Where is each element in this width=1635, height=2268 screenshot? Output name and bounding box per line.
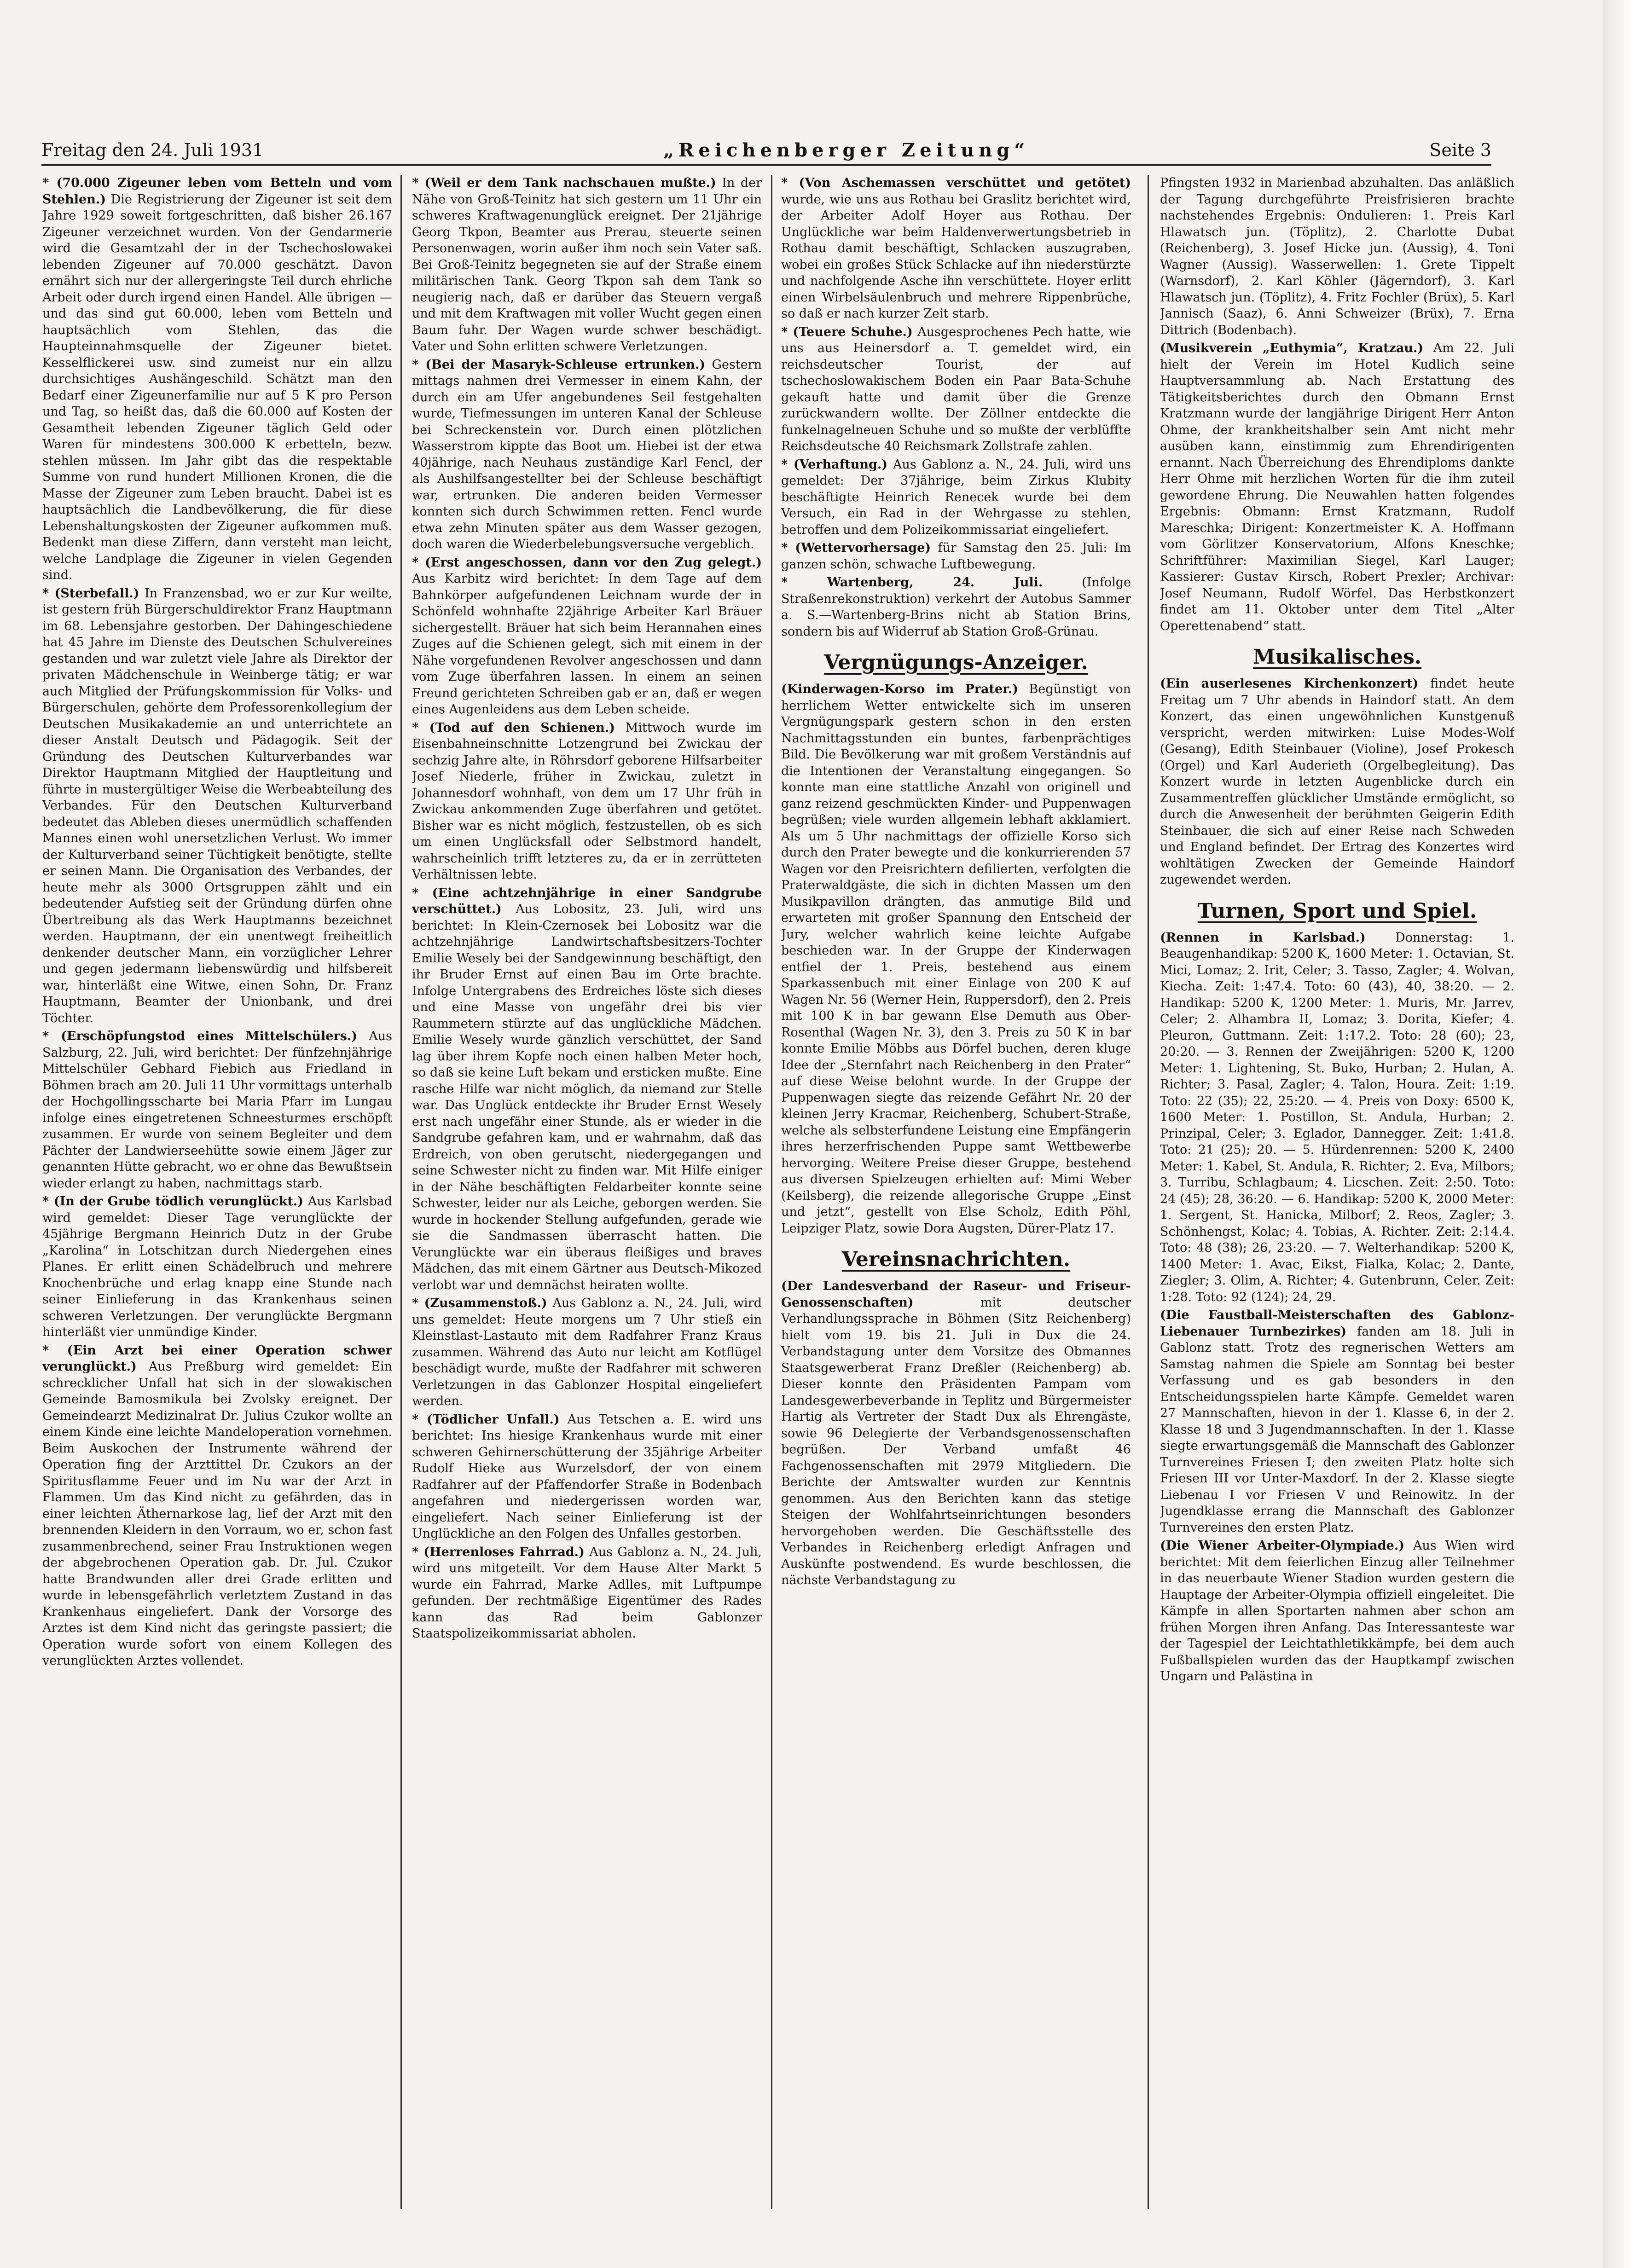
article-text: für Samstag den 25. Juli: Im ganzen schön, schwache Luftbewegung. xyxy=(781,541,1131,572)
article-headline: * (Herrenloses Fahrrad.) xyxy=(412,1545,585,1559)
article-text: Aus Gablonz a. N., 24. Juli, wird uns gemeldet: Heute morgens um 7 Uhr stieß ein Kleinstlast-Lastauto mit dem Radfahrer Franz Kraus zusammen. Während das Auto nur leicht am Kotflügel beschädigt wurde, mußte der Radfahrer mit schweren Verletzungen in das Gablonzer Hospital eingeliefert werden. xyxy=(412,1296,762,1408)
column-3 xyxy=(781,175,1131,2214)
article-headline: * (Von Aschemassen verschüttet und getötet) xyxy=(781,176,1131,190)
article-headline: (Musikverein „Euthymia“, Kratzau.) xyxy=(1160,341,1424,355)
page-edge xyxy=(1603,0,1635,2268)
newspaper-name: „Reichenberger Zeitung“ xyxy=(663,139,1030,161)
article-paragraph xyxy=(1160,1538,1514,1685)
article-text: mit deutscher Verhandlungssprache in Böhmen (Sitz Reichenberg) hielt vom 19. bis 21. Juli in Dux die 24. Verbandstagung unter dem Vorsitze des Obmannes Staatsgewerberat Franz Dreßler (Reichenberg) ab. Dieser konnte den Präsidenten Pampam vom Landesgewerbeverbande in Teplitz und Bürgermeister Hartig als Vertreter der Stadt Dux als Ehrengäste, sowie 96 Delegierte der Verbandsgenossenschaften begrüßen. Der Verband umfaßt 46 Fachgenossenschaften mit 2979 Mitgliedern. Die Berichte der Amtswalter wurden zur Kenntnis genommen. Aus den Berichten kann das stetige Steigen der Wohlfahrtseinrichtungen besonders hervorgehoben werden. Die Geschäftsstelle des Verbandes in Reichenberg erledigt Anfragen und Auskünfte postwendend. Es wurde beschlossen, die nächste Verbandstagung zu xyxy=(781,1295,1131,1587)
article-text: Aus Lobositz, 23. Juli, wird uns berichtet: In Klein-Czernosek bei Lobositz war die achtzehnjährige Landwirtschaftsbesitzers-Tochter Emilie Wesely bei der Sandgewinnung beschäftigt, den ihr Bruder Ernst auf einen Bau im Orte brachte. Infolge Untergrabens des Erdreiches löste sich dieses und eine Masse von ungefähr drei bis vier Raummetern stürzte auf das unglückliche Mädchen. Emilie Wesely wurde gänzlich verschüttet, der Sand lag über ihrem Kopfe noch einen halben Meter hoch, so daß sie keine Luft bekam und ersticken mußte. Eine rasche Hilfe war nicht möglich, da niemand zur Stelle war. Das Unglück entdeckte ihr Bruder Ernst Wesely erst nach ungefähr einer Stunde, als er wieder in die Sandgrube gefahren kam, und er wahrnahm, daß das Erdreich, von oben gerutscht, niedergegangen und seine Schwester nicht zu finden war. Mit Hilfe einiger in der Nähe beschäftigten Feldarbeiter konnte seine Schwester, leider nur als Leiche, geborgen werden. Sie wurde in hockender Stellung aufgefunden, gerade wie sie die Sandmassen überrascht hatten. Die Verunglückte war ein überaus fleißiges und braves Mädchen, das mit einem Gärtner aus Deutsch-Mikozed verlobt war und demnächst heiraten wollte. xyxy=(412,902,762,1292)
column-rule xyxy=(1148,175,1149,2209)
article-text: Pfingsten 1932 in Marienbad abzuhalten. Das anläßlich der Tagung durchgeführte Preisfrisieren brachte nachstehendes Ergebnis: Ondulieren: 1. Preis Karl Hlawatsch jun. (Töplitz), 2. Charlotte Dubat (Reichenberg), 3. Josef Hicke jun. (Aussig), 4. Toni Wagner (Aussig). Wasserwellen: 1. Grete Tippelt (Warnsdorf), 2. Karl Köhler (Jägerndorf), 3. Karl Hlawatsch jun. (Töplitz), 4. Fritz Fochler (Brüx), 5. Karl Jannisch (Saaz), 6. Anni Schweizer (Brüx), 7. Erna Dittrich (Bodenbach). xyxy=(1160,176,1514,337)
article-headline: * (Ein Arzt bei einer Operation schwer verunglückt.) xyxy=(42,1343,392,1374)
article-headline: * (Tödlicher Unfall.) xyxy=(412,1412,560,1427)
article-headline: * (70.000 Zigeuner leben vom Betteln und vom Stehlen.) xyxy=(42,176,392,207)
article-headline: (Kinderwagen-Korso im Prater.) xyxy=(781,682,1019,696)
article-headline: * (In der Grube tödlich verunglückt.) xyxy=(42,1194,304,1209)
article-headline: * (Erschöpfungstod eines Mittelschülers.) xyxy=(42,1029,358,1043)
article-text: Begünstigt von herrlichem Wetter entwickelte sich im unseren Vergnügungspark gestern schon in den ersten Nachmittagsstunden ein buntes, farbenprächtiges Bild. Die Bevölkerung war mit großem Verständnis auf die Intentionen der Veranstaltung eingegangen. So konnte man eine stattliche Anzahl von originell und ganz reizend geschmückten Kinder- und Puppenwagen begrüßen; viele wurden allgemein lebhaft akklamiert. Als um 5 Uhr nachmittags der offizielle Korso sich durch den Prater bewegte und die konkurrierenden 57 Wagen vor den Preisrichtern defilierten, verfolgten die Praterwaldgäste, die sich in dichten Massen um den Musikpavillon drängten, das anmutige Bild und erwarteten mit großer Spannung den Entscheid der Jury, welcher wahrlich keine leichte Aufgabe beschieden war. In der Gruppe der Kinderwagen entfiel der 1. Preis, bestehend aus einem Sparkassenbuch mit einer Einlage von 200 K auf Wagen Nr. 56 (Werner Hein, Ruppersdorf), den 2. Preis mit 100 K in bar gewann Else Demuth aus Ober-Rosenthal (Wagen Nr. 3), den 3. Preis zu 50 K in bar konnte Emilie Möbbs aus Dörfel buchen, deren kluge Idee der „Sternfahrt nach Reichenberg in den Prater“ auf diese Weise belohnt wurde. In der Gruppe der Puppenwagen siegte das reizende Gefährt Nr. 20 der kleinen Jerry Kracmar, Reichenberg, Schubert-Straße, welche als selbsterfundene Leistung eine Empfängerin ihres herzerfrischenden Puppe samt Wettbewerbe hervorging. Weitere Preise dieser Gruppe, bestehend aus diversen Spielzeugen erhielten auf: Mimi Weber (Keilsberg), die reizende allegorische Gruppe „Einst und jetzt“, gestellt von Else Scholz, Edith Pöhl, Leipziger Platz, sowie Dora Augsten, Dürer-Platz 17. xyxy=(781,682,1131,1236)
article-headline: * (Sterbefall.) xyxy=(42,586,139,601)
article-headline: * (Eine achtzehnjährige in einer Sandgrube verschüttet.) xyxy=(412,885,762,916)
article-paragraph xyxy=(781,324,1131,455)
article-text: Gestern mittags nahmen drei Vermesser in einem Kahn, der durch ein am Ufer angebundenes Seil festgehalten wurde, Tiefmessungen im unteren Kanal der Schleuse bei Schreckenstein vor. Durch einen plötzlichen Wasserstrom kippte das Boot um. Hiebei ist der etwa 40jährige, nach Neuhaus zuständige Karl Fencl, der als Aushilfsangestellter bei der Schleuse beschäftigt war, ertrunken. Die anderen beiden Vermesser konnten sich durch Schwimmen retten. Fencl wurde etwa zehn Minuten später aus dem Wasser gezogen, doch waren die Wiederbelebungsversuche vergeblich. xyxy=(412,357,762,551)
article-paragraph xyxy=(1160,340,1514,634)
article-paragraph xyxy=(781,681,1131,1237)
article-paragraph xyxy=(412,720,762,883)
article-paragraph xyxy=(412,885,762,1294)
article-paragraph xyxy=(412,555,762,718)
article-text: In Franzensbad, wo er zur Kur weilte, ist gestern früh Bürgerschuldirektor Franz Hauptmann im 68. Lebensjahre gestorben. Der Dahingeschiedene hat 45 Jahre im Dienste des Deutschen Schulvereines gestanden und war zuletzt viele Jahre als Direktor der privaten Mädchenschule in Weinberge tätig; er war auch Mitglied der Prüfungskommission für Volks- und Bürgerschulen, gehörte dem Professorenkollegium der Deutschen Musikakademie an und unterrichtete an dieser Anstalt Deutsch und Pädagogik. Seit der Gründung des Deutschen Kulturverbandes war Direktor Hauptmann Mitglied der Hauptleitung und führte in mustergültiger Weise die Werbeabteilung des Verbandes. Für den Deutschen Kulturverband bedeutet das Ableben dieses unermüdlich schaffenden Mannes einen wohl unersetzlichen Verlust. Wo immer der Kulturverband seiner Tüchtigkeit benötigte, stellte er seinen Mann. Die Organisation des Verbandes, der heute mehr als 3000 Ortsgruppen zählt und ein bedeutender Aufstieg seit der Gründung dürfen ohne Übertreibung als das Werk Hauptmanns bezeichnet werden. Hauptmann, der ein unentwegt freiheitlich denkender deutscher Mann, ein vorzüglicher Lehrer und gegen jedermann liebenswürdig und hilfsbereit war, hinterläßt eine Witwe, einen Sohn, Dr. Franz Hauptmann, Beamter der Unionbank, und drei Töchter. xyxy=(42,586,392,1025)
article-text: wurde, wie uns aus Rothau bei Graslitz berichtet wird, der Arbeiter Adolf Hoyer aus Rothau. Der Unglückliche war beim Haldenverwertungsbetrieb in Rothau damit beschäftigt, Schlacken auszugraben, wobei ein großes Stück Schlacke auf ihn niederstürzte und nachfolgende Asche ihn verschüttete. Hoyer erlitt einen Wirbelsäulenbruch und mehrere Rippenbrüche, so daß er nach kurzer Zeit starb. xyxy=(781,192,1131,321)
article-headline: * (Erst angeschossen, dann vor den Zug gelegt.) xyxy=(412,555,762,570)
article-paragraph xyxy=(42,585,392,1027)
article-text: fanden am 18. Juli in Gablonz statt. Trotz des regnerischen Wetters am Samstag nahmen die Spiele am Sonntag bei bester Verfassung und es gab besonders in den Entscheidungsspielen harte Kämpfe. Gemeldet waren 27 Mannschaften, hievon in der 1. Klasse 6, in der 2. Klasse 18 und 3 Jugendmannschaften. In der 1. Klasse siegte erwartungsgemäß die Mannschaft des Gablonzer Turnvereines Friesen I; den zweiten Platz holte sich Friesen III vor Unter-Maxdorf. In der 2. Klasse siegte Liebenau I vor Friesen V und Reinowitz. In der Jugendklasse errang die Mannschaft des Gablonzer Turnvereines den ersten Platz. xyxy=(1160,1324,1514,1535)
article-headline: (Der Landesverband der Raseur- und Friseur-Genossenschaften) xyxy=(781,1279,1131,1310)
article-paragraph xyxy=(42,175,392,584)
header-date: Freitag den 24. Juli 1931 xyxy=(41,140,264,160)
article-text: Mittwoch wurde im Eisenbahneinschnitte Lotzengrund bei Zwickau der sechzig Jahre alte, in Röhrsdorf geborene Hilfsarbeiter Josef Niederle, früher in Zwickau, zuletzt in Johannesdorf wohnhaft, von dem um 17 Uhr früh in Zwickau ankommenden Zuge überfahren und getötet. Bisher war es nicht möglich, festzustellen, ob es sich um einen Unglücksfall oder Selbstmord handelt, wahrscheinlich trifft letzteres zu, da er in zerrütteten Verhältnissen lebte. xyxy=(412,720,762,882)
article-headline: (Die Wiener Arbeiter-Olympiade.) xyxy=(1160,1539,1405,1553)
article-text: (Infolge Straßenrekonstruktion) verkehrt der Autobus Sammer a. S.—Wartenberg-Brins nicht ab Station Brins, sondern bis auf Widerruf ab Station Groß-Grünau. xyxy=(781,575,1131,639)
article-text: Aus Karlsbad wird gemeldet: Dieser Tage verunglückte der 45jährige Bergmann Heinrich Dutz in der Grube „Karolina“ in Lotschitzan durch Niedergehen eines Planes. Er erlitt einen Schädelbruch und mehrere Knochenbrüche und erlag knapp eine Stunde nach seiner Einlieferung in das Krankenhaus seinen schweren Verletzungen. Der verunglückte Bergmann hinterläßt vier unmündige Kinder. xyxy=(42,1194,392,1339)
article-text: Aus Karbitz wird berichtet: In dem Tage auf dem Bahnkörper aufgefundenen Leichnam wurde der in Schönfeld wohnhafte 22jährige Arbeiter Karl Bräuer sichergestellt. Bräuer hat sich beim Herannahen eines Zuges auf die Schienen gelegt, sich mit einem in der Nähe vorgefundenen Revolver angeschossen und dann vom Zuge überfahren lassen. In einem an seinen Freund gerichteten Schreiben gab er an, daß er wegen eines Augenleidens aus dem Leben scheide. xyxy=(412,572,762,717)
article-headline: * Wartenberg, 24. Juli. xyxy=(781,575,1043,590)
article-paragraph xyxy=(412,1412,762,1542)
article-paragraph xyxy=(1160,676,1514,888)
section-heading: Vergnügungs-Anzeiger. xyxy=(824,651,1088,674)
article-paragraph xyxy=(781,1278,1131,1589)
article-paragraph xyxy=(42,1028,392,1192)
article-text: Aus Preßburg wird gemeldet: Ein schrecklicher Unfall hat sich in der slowakischen Gemeinde Bamosmikula bei Zvolsky ereignet. Der Gemeindearzt Medizinalrat Dr. Julius Czukor wollte an einem Kinde eine leichte Mandeloperation vornehmen. Beim Auskochen der Instrumente während der Operation fing der Arzttittel Dr. Czukors an der Spiritusflamme Feuer und im Nu war der Arzt in Flammen. Um das Kind nicht zu gefährden, das in einer leichten Äthernarkose lag, lief der Arzt mit den brennenden Kleidern in den Vorraum, wo er, schon fast zusammenbrechend, seiner Frau Instruktionen wegen der abgebrochenen Operation gab. Dr. Jul. Czukor hatte Brandwunden aller drei Grade erlitten und wurde in lebensgefährlich verletztem Zustand in das Krankenhaus eingeliefert. Dank der Vorsorge des Arztes ist dem Kind nicht das geringste passiert; die Operation wurde sofort von einem Kollegen des verunglückten Arztes vollendet. xyxy=(42,1360,392,1668)
article-text: Aus Salzburg, 22. Juli, wird berichtet: Der fünfzehnjährige Mittelschüler Gebhard Fiebich aus Friedland in Böhmen brach am 20. Juli 11 Uhr vormittags unterhalb der Hochgollingsscharte bei Maria Pfarr im Lungau infolge eines eingetretenen Schneesturmes erschöpft zusammen. Er wurde von seinem Begleiter und dem Pächter der Landwierseehütte sowie einem Jäger zur genannten Hütte gebracht, wo er ohne das Bewußtsein wieder erlangt zu haben, nachmittags starb. xyxy=(42,1029,392,1191)
article-paragraph xyxy=(1160,175,1514,338)
article-headline: * (Tod auf den Schienen.) xyxy=(412,720,615,735)
article-headline: * (Weil er dem Tank nachschauen mußte.) xyxy=(412,176,716,190)
article-text: Aus Tetschen a. E. wird uns berichtet: Ins hiesige Krankenhaus wurde mit einer schweren Gehirnerschütterung der 35jährige Arbeiter Rudolf Hieke aus Wurzelsdorf, der von einem Radfahrer auf der Pfaffendorfer Straße in Bodenbach angefahren und niedergerissen worden war, eingeliefert. Nach seiner Einlieferung ist der Unglückliche an den Folgen des Unfalles gestorben. xyxy=(412,1412,762,1541)
article-paragraph xyxy=(781,540,1131,573)
article-headline: * (Wettervorhersage) xyxy=(781,541,931,555)
article-text: Die Registrierung der Zigeuner ist seit dem Jahre 1929 soweit fortgeschritten, daß bisher 26.167 Zigeuner verzeichnet wurden. Von der Gendarmerie wird die Gesamtzahl der in der Tschechoslowakei lebenden Zigeuner auf 70.000 geschätzt. Davon ernährt sich nur der allergeringste Teil durch ehrliche Arbeit oder durch irgend einen Handel. Alle übrigen — und das sind gut 60.000, leben vom Betteln und hauptsächlich vom Stehlen, das die Haupteinnahmsquelle der Zigeuner bietet. Kesselflickerei usw. sind zumeist nur ein allzu durchsichtiges Aushängeschild. Schätzt man den Bedarf einer Zigeunerfamilie nur auf 5 K pro Person und Tag, so heißt das, daß die 60.000 auf Kosten der Gesamtheit lebenden Zigeuner täglich Geld oder Waren für mindestens 300.000 K erbetteln, bezw. stehlen müssen. Im Jahr gibt das die respektable Summe von rund hundert Millionen Kronen, die die Masse der Zigeuner zum Leben braucht. Dabei ist es hauptsächlich die Landbevölkerung, die für diese Lebenshaltungskosten der Zigeuner aufkommen muß. Bedenkt man diese Ziffern, dann versteht man leicht, welche Landplage die Zigeuner in vielen Gegenden sind. xyxy=(42,192,392,582)
article-paragraph xyxy=(412,1544,762,1642)
article-text: Ausgesprochenes Pech hatte, wie uns aus Heinersdorf a. T. gemeldet wird, ein reichsdeutscher Tourist, der auf tschechoslowakischem Boden ein Paar Bata-Schuhe gekauft hatte und damit über die Grenze zurückwandern wollte. Der Zöllner entdeckte die funkelnagelneuen Schuhe und so mußte der verblüffte Reichsdeutsche 40 Reichsmark Zollstrafe zahlen. xyxy=(781,324,1131,453)
section-heading: Vereinsnachrichten. xyxy=(841,1248,1071,1271)
article-text: Am 22. Juli hielt der Verein im Hotel Kudlich seine Hauptversammlung ab. Nach Erstattung des Tätigkeitsberichtes durch den Obmann Ernst Kratzmann wurde der langjährige Dirigent Herr Anton Ohme, der krankheitshalber sein Amt nicht mehr ausüben kann, einstimmig zum Ehrendirigenten ernannt. Nach Überreichung des Ehrendiploms dankte Herr Ohme mit herzlichen Worten für die ihm zuteil gewordene Ehrung. Die Neuwahlen hatten folgendes Ergebnis: Obmann: Ernst Kratzmann, Rudolf Mareschka; Dirigent: Konzertmeister K. A. Hoffmann vom Görlitzer Konservatorium, Alfons Kneschke; Schriftführer: Maximilian Siegel, Karl Lauger; Kassierer: Gustav Kirsch, Robert Prexler; Archivar: Josef Neumann, Rudolf Wörfel. Das Herbstkonzert findet am 11. Oktober unter dem Titel „Alter Operettenabend“ statt. xyxy=(1160,341,1514,633)
section-heading: Turnen, Sport und Spiel. xyxy=(1197,899,1477,923)
article-headline: (Die Faustball-Meisterschaften des Gablonz-Liebenauer Turnbezirkes) xyxy=(1160,1308,1514,1339)
article-text: Aus Gablonz a. N., 24. Juli, wird uns gemeldet: Der 37jährige, beim Zirkus Klubity beschäftigte Heinrich Renecek wurde bei dem Versuch, ein Rad in der Wehrgasse zu stehlen, betroffen und dem Polizeikommissariat eingeliefert. xyxy=(781,457,1131,537)
article-paragraph xyxy=(42,1193,392,1341)
article-paragraph xyxy=(781,175,1131,322)
article-paragraph xyxy=(1160,1307,1514,1536)
article-headline: (Rennen in Karlsbad.) xyxy=(1160,930,1366,945)
column-2 xyxy=(412,175,762,2214)
article-text: In der Nähe von Groß-Teinitz hat sich gestern um 11 Uhr ein schweres Kraftwagenunglück ereignet. Der 21jährige Georg Tkpon, Beamter aus Prerau, steuerte seinen Personenwagen, worin außer ihm noch sein Vater saß. Bei Groß-Teinitz begegneten sie auf der Straße einem militärischen Tank. Georg Tkpon sah dem Tank so neugierig nach, daß er darüber das Steuern vergaß und mit dem Kraftwagen mit voller Wucht gegen einen Baum fuhr. Der Wagen wurde schwer beschädigt. Vater und Sohn erlitten schwere Verletzungen. xyxy=(412,176,762,353)
column-4 xyxy=(1160,175,1514,2214)
article-headline: * (Zusammenstoß.) xyxy=(412,1296,547,1310)
article-paragraph xyxy=(781,574,1131,640)
article-text: Donnerstag: 1. Beaugenhandikap: 5200 K, 1600 Meter: 1. Octavian, St. Mici, Lomaz; 2. Irit, Celer; 3. Tasso, Zagler; 4. Wolvan, Kiecha. Zeit: 1:47.4. Toto: 60 (43), 40, 38:20. — 2. Handikap: 5200 K, 1200 Meter: 1. Muris, Mr. Jarrev, Celer; 2. Alhambra II, Lomaz; 3. Dorita, Kiefer; 4. Pleuron, Guttmann. Zeit: 1:17.2. Toto: 28 (60); 23, 20:20. — 3. Rennen der Zweijährigen: 5200 K, 1200 Meter: 1. Lightening, St. Buko, Hurban; 2. Hulan, A. Richter; 3. Pasal, Zagler; 4. Talon, Houra. Zeit: 1:19. Toto: 22 (35); 22, 25:20. — 4. Preis von Doxy: 6500 K, 1600 Meter: 1. Postillon, St. Andula, Hurban; 2. Prinzipal, Celer; 3. Eglador, Dannegger. Zeit: 1:41.8. Toto: 21 (25); 20. — 5. Hürdenrennen: 5200 K, 2400 Meter: 1. Kabel, St. Andula, R. Richter; 2. Eva, Milbors; 3. Turribu, Schlagbaum; 4. Licschen. Zeit: 2:50. Toto: 24 (45); 28, 36:20. — 6. Handikap: 5200 K, 2000 Meter: 1. Sergent, St. Hanicka, Milborf; 2. Reos, Zagler; 3. Schönhengst, Kolac; 4. Tobias, A. Richter. Zeit: 2:14.4. Toto: 48 (38); 26, 23:20. — 7. Welterhandikap: 5200 K, 1400 Meter: 1. Avac, Eikst, Fialka, Kolac; 2. Dante, Ziegler; 3. Olim, A. Richter; 4. Gutenbrunn, Celer. Zeit: 1:28. Toto: 92 (124); 24, 29. xyxy=(1160,930,1514,1304)
article-paragraph xyxy=(42,1342,392,1669)
article-text: Aus Gablonz a. N., 24. Juli, wird uns mitgeteilt. Vor dem Hause Alter Markt 5 wurde ein Fahrrad, Marke Adlles, mit Luftpumpe gefunden. Der rechtmäßige Eigentümer des Rades kann das Rad beim Gablonzer Staatspolizeikommissariat abholen. xyxy=(412,1545,762,1641)
page-header xyxy=(41,136,1491,166)
article-headline: (Ein auserlesenes Kirchenkonzert) xyxy=(1160,677,1419,691)
article-paragraph xyxy=(1160,930,1514,1306)
column-rule xyxy=(400,175,402,2209)
column-1 xyxy=(42,175,392,2214)
article-paragraph xyxy=(781,457,1131,538)
article-headline: * (Verhaftung.) xyxy=(781,457,888,472)
section-heading: Musikalisches. xyxy=(1252,645,1422,669)
article-headline: * (Teuere Schuhe.) xyxy=(781,324,913,339)
article-text: Aus Wien wird berichtet: Mit dem feierlichen Einzug aller Teilnehmer in das neuerbaute Wiener Stadion wurden gestern die Hauptage der Arbeiter-Olympia offiziell eingeleitet. Die Kämpfe in allen Sportarten nahmen aber schon am frühen Morgen ihren Anfang. Das Interessanteste war der Tagespiel der Leichtathletikkämpfe, bei dem auch Fußballspielen wurden das der Hauptkampf zwischen Ungarn und Palästina in xyxy=(1160,1539,1514,1684)
article-paragraph xyxy=(412,357,762,553)
article-paragraph xyxy=(412,1295,762,1410)
article-headline: * (Bei der Masaryk-Schleuse ertrunken.) xyxy=(412,357,706,372)
column-rule xyxy=(771,175,772,2209)
article-text: findet heute Freitag um 7 Uhr abends in Haindorf statt. An dem Konzert, das einen ungewöhnlichen Kunstgenuß verspricht, werden mitwirken: Luise Modes-Wolf (Gesang), Edith Steinbauer (Violine), Josef Prokesch (Orgel) und Karl Auderieth (Orgelbegleitung). Das Konzert wurde in letzten Augenblicke durch ein Zusammentreffen glücklicher Umstände ermöglicht, so durch die Anwesenheit der berühmten Geigerin Edith Steinbauer, die sich auf einer Reise nach Schweden und England befindet. Der Ertrag des Konzertes wird wohltätigen Zwecken der Gemeinde Haindorf zugewendet werden. xyxy=(1160,677,1514,887)
page-number: Seite 3 xyxy=(1429,140,1491,160)
article-paragraph xyxy=(412,175,762,355)
